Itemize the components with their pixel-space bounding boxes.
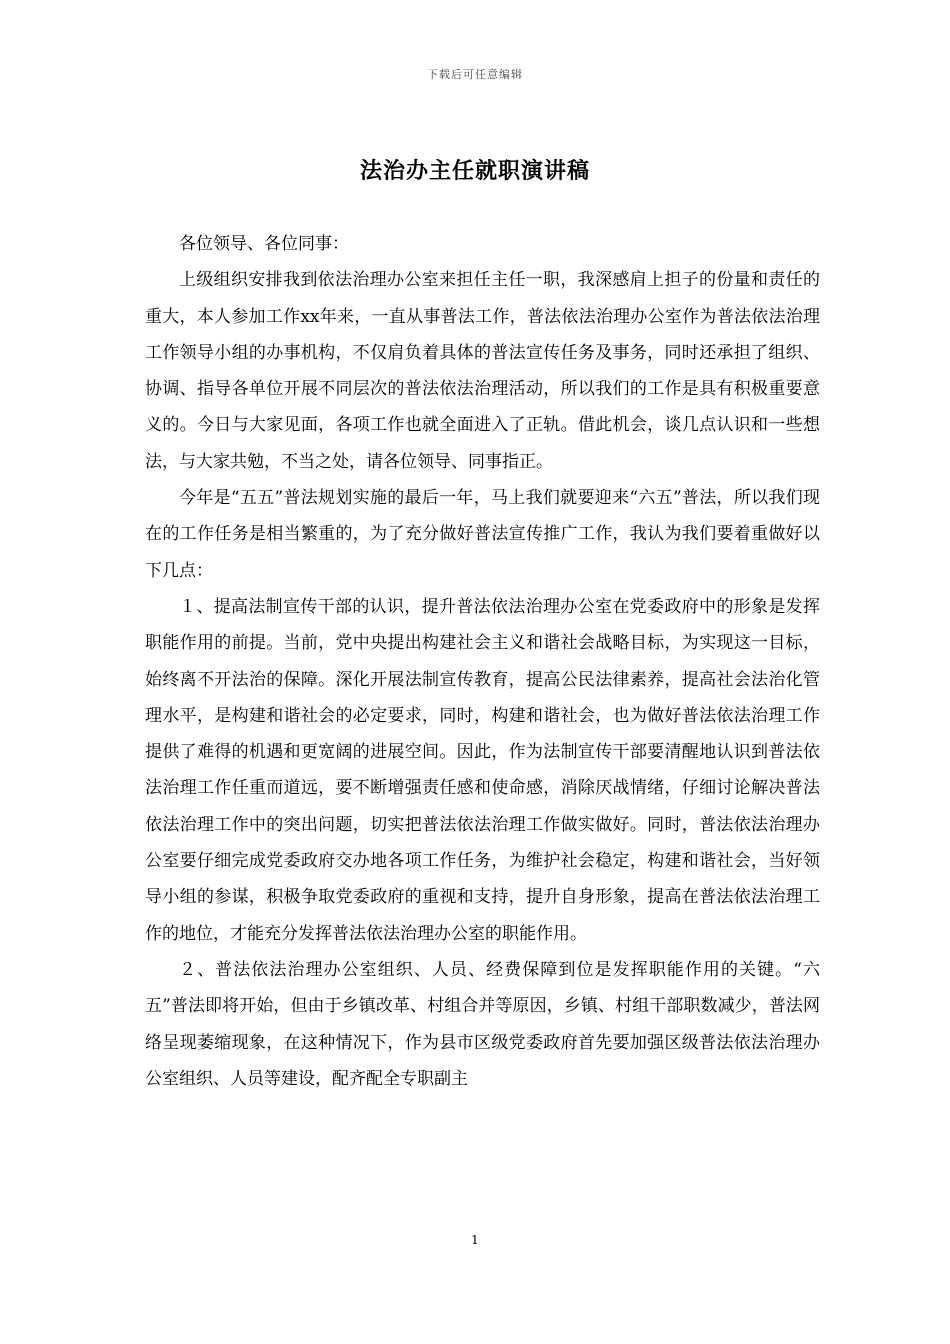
body-paragraph-1: 上级组织安排我到依法治理办公室来担任主任一职，我深感肩上担子的份量和责任的重大，本人参加工作xx年来，一直从事普法工作，普法依法治理办公室作为普法依法治理工作领导小组的办事机构，不仅肩负着具体的普法宣传任务及事务，同时还承担了组织、协调、指导各单位开展不同层次的普法依法治理活动，所以我们的工作是具有积极重要意义的。今日与大家见面，各项工作也就全面进入了正轨。借此机会，谈几点认识和一些想法，与大家共勉，不当之处，请各位领导、同事指正。 bbox=[145, 270, 820, 472]
salutation-paragraph: 各位领导、各位同事： bbox=[179, 234, 349, 254]
header-note: 下载后可任意编辑 bbox=[427, 68, 523, 81]
page-number: 1 bbox=[471, 1233, 479, 1247]
body-paragraph-3: １、提高法制宣传干部的认识，提升普法依法治理办公室在党委政府中的形象是发挥职能作用的前提。当前，党中央提出构建社会主义和谐社会战略目标，为实现这一目标，始终离不开法治的保障。深化开展法制宣传教育，提高公民法律素养，提高社会法治化管理水平，是构建和谐社会的必定要求，同时，构建和谐社会，也为做好普法依法治理工作提供了难得的机遇和更宽阔的进展空间。因此，作为法制宣传干部要清醒地认识到普法依法治理工作任重而道远，要不断增强责任感和使命感，消除厌战情绪，仔细讨论解决普法依法治理工作中的突出问题，切实把普法依法治理工作做实做好。同时，普法依法治理办公室要仔细完成党委政府交办地各项工作任务，为维护社会稳定，构建和谐社会，当好领导小组的参谋，积极争取党委政府的重视和支持，提升自身形象，提高在普法依法治理工作的地位，才能充分发挥普法依法治理办公室的职能作用。 bbox=[145, 596, 820, 944]
body-paragraph-2: 今年是“五五”普法规划实施的最后一年，马上我们就要迎来“六五”普法，所以我们现在的工作任务是相当繁重的，为了充分做好普法宣传推广工作，我认为我们要着重做好以下几点： bbox=[145, 488, 820, 581]
document-title: 法治办主任就职演讲稿 bbox=[359, 158, 590, 184]
document-body bbox=[145, 226, 820, 1097]
body-paragraph-4: ２、普法依法治理办公室组织、人员、经费保障到位是发挥职能作用的关键。“六五”普法即将开始，但由于乡镇改革、村组合并等原因，乡镇、村组干部职数减少，普法网络呈现萎缩现象，在这种情况下，作为县市区级党委政府首先要加强区级普法依法治理办公室组织、人员等建设，配齐配全专职副主 bbox=[145, 959, 820, 1089]
